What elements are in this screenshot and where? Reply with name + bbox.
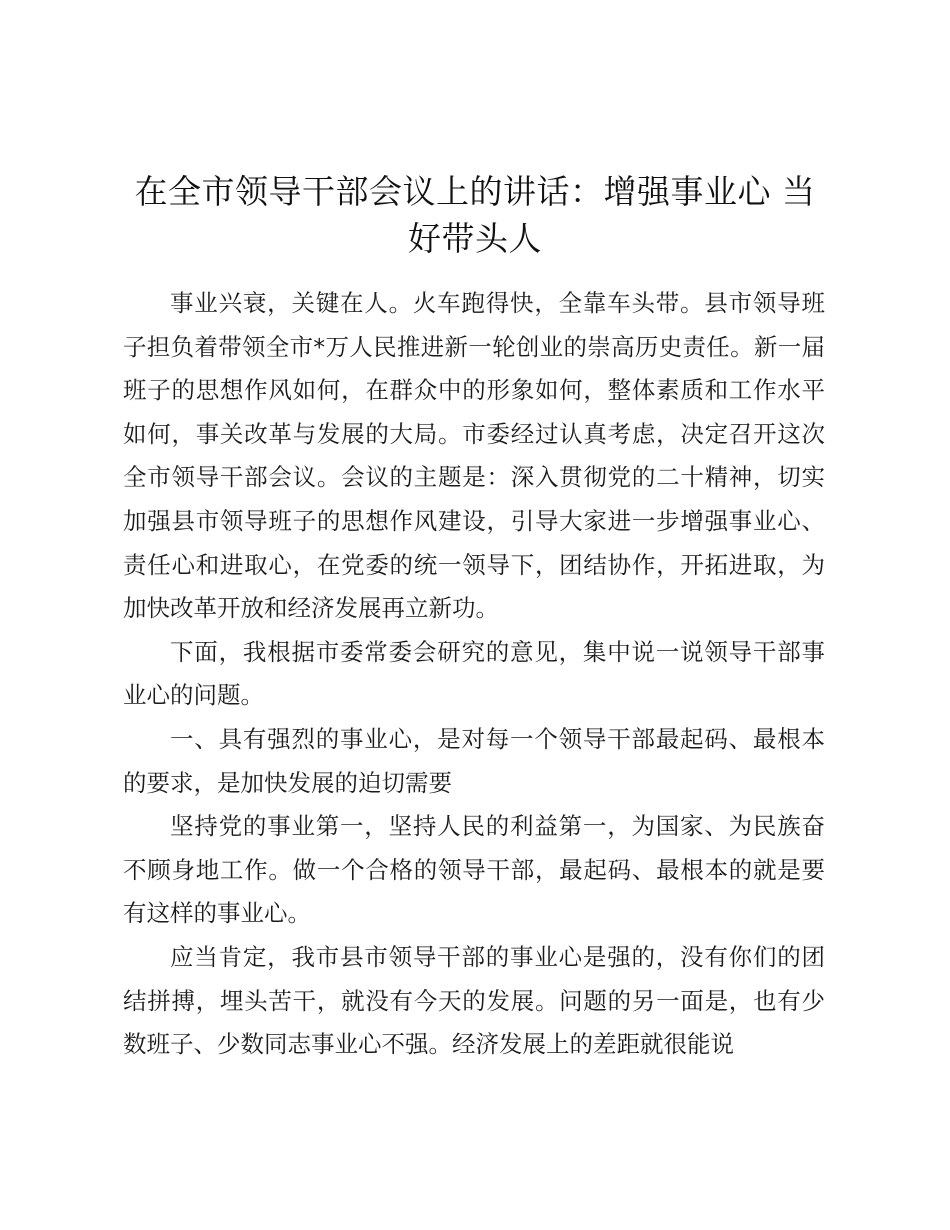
- document-title: 在全市领导干部会议上的讲话：增强事业心 当好带头人: [134, 172, 816, 258]
- paragraph-topic: 下面，我根据市委常委会研究的意见，集中说一说领导干部事业心的问题。: [123, 637, 825, 710]
- document-body: [123, 282, 825, 1067]
- paragraph-assessment: 应当肯定，我市县市领导干部的事业心是强的，没有你们的团结拼搏，埋头苦干，就没有今天的发展。问题的另一面是，也有少数班子、少数同志事业心不强。经济发展上的差距就很能说: [123, 942, 825, 1059]
- paragraph-intro: 事业兴衰，关键在人。火车跑得快，全靠车头带。县市领导班子担负着带领全市*万人民推进新一轮创业的崇高历史责任。新一届班子的思想作风如何，在群众中的形象如何，整体素质和工作水平如何，事关改革与发展的大局。市委经过认真考虑，决定召开这次全市领导干部会议。会议的主题是：深入贯彻党的二十精神，切实加强县市领导班子的思想作风建设，引导大家进一步增强事业心、责任心和进取心，在党委的统一领导下，团结协作，开拓进取，为加快改革开放和经济发展再立新功。: [123, 289, 825, 623]
- section-heading-1: 一、具有强烈的事业心，是对每一个领导干部最起码、最根本的要求，是加快发展的迫切需要: [123, 724, 825, 797]
- paragraph-principle: 坚持党的事业第一，坚持人民的利益第一，为国家、为民族奋不顾身地工作。做一个合格的领导干部，最起码、最根本的就是要有这样的事业心。: [123, 812, 825, 928]
